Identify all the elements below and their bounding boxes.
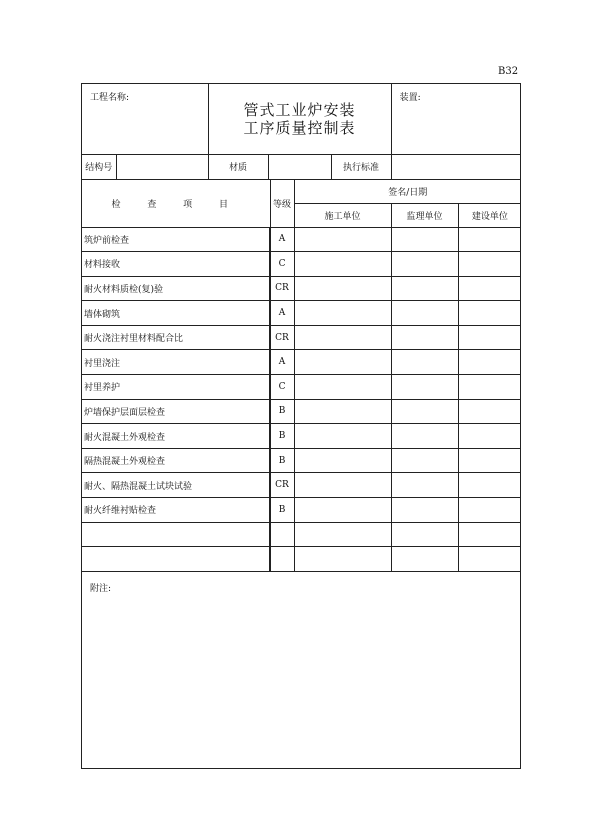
owner-sign-cell[interactable] xyxy=(458,375,521,400)
owner-sign-cell[interactable] xyxy=(458,301,521,326)
supervision-sign-cell[interactable] xyxy=(391,448,458,473)
sign-date-header: 签名/日期 xyxy=(294,179,521,203)
owner-sign-cell[interactable] xyxy=(458,498,521,523)
check-item: 衬里养护 xyxy=(82,375,269,400)
table-row xyxy=(82,522,521,547)
construction-sign-cell[interactable] xyxy=(294,547,391,572)
check-item: 筑炉前检查 xyxy=(82,227,269,252)
check-item: 炉墙保护层面层检查 xyxy=(82,399,269,424)
form-code: B32 xyxy=(498,66,519,77)
check-item: 衬里浇注 xyxy=(82,350,269,375)
construction-sign-cell[interactable] xyxy=(294,252,391,277)
owner-sign-cell[interactable] xyxy=(458,522,521,547)
supervision-sign-cell[interactable] xyxy=(391,547,458,572)
table-row xyxy=(82,350,521,375)
structure-no-value[interactable] xyxy=(116,154,208,179)
construction-sign-cell[interactable] xyxy=(294,375,391,400)
table-row xyxy=(82,473,521,498)
standard-label: 执行标准 xyxy=(331,154,391,179)
supervision-sign-cell[interactable] xyxy=(391,325,458,350)
grade-cell: B xyxy=(270,448,294,473)
owner-sign-cell[interactable] xyxy=(458,325,521,350)
form-title-line1: 管式工业炉安装 xyxy=(243,100,356,119)
grade-cell: C xyxy=(270,252,294,277)
check-item: 耐火材料质检(复)验 xyxy=(82,276,269,301)
check-item: 耐火、隔热混凝土试块试验 xyxy=(82,473,269,498)
construction-sign-cell[interactable] xyxy=(294,424,391,449)
owner-sign-cell[interactable] xyxy=(458,350,521,375)
table-row xyxy=(82,252,521,277)
owner-sign-cell[interactable] xyxy=(458,276,521,301)
grade-cell: A xyxy=(270,301,294,326)
construction-sign-cell[interactable] xyxy=(294,473,391,498)
grade-cell: B xyxy=(270,399,294,424)
owner-header: 建设单位 xyxy=(458,203,521,227)
project-name-label: 工程名称: xyxy=(90,93,130,103)
header-row xyxy=(82,84,521,154)
supervision-sign-cell[interactable] xyxy=(391,276,458,301)
owner-sign-cell[interactable] xyxy=(458,448,521,473)
owner-sign-cell[interactable] xyxy=(458,399,521,424)
grade-cell: B xyxy=(270,498,294,523)
device-label: 装置: xyxy=(399,93,421,103)
supervision-sign-cell[interactable] xyxy=(391,301,458,326)
construction-sign-cell[interactable] xyxy=(294,498,391,523)
standard-value[interactable] xyxy=(391,154,521,179)
material-label: 材质 xyxy=(208,154,268,179)
supervision-sign-cell[interactable] xyxy=(391,424,458,449)
grade-cell: CR xyxy=(270,473,294,498)
structure-no-label: 结构号 xyxy=(82,154,116,179)
construction-sign-cell[interactable] xyxy=(294,522,391,547)
check-item xyxy=(82,522,269,547)
check-item: 墙体砌筑 xyxy=(82,301,269,326)
check-item: 耐火纤维衬贴检查 xyxy=(82,498,269,523)
check-item: 材料接收 xyxy=(82,252,269,277)
project-name-cell[interactable] xyxy=(82,84,208,154)
grade-cell: C xyxy=(270,375,294,400)
check-item xyxy=(82,547,269,572)
construction-sign-cell[interactable] xyxy=(294,350,391,375)
grade-header: 等级 xyxy=(270,179,294,227)
notes-section[interactable] xyxy=(82,571,521,768)
table-row xyxy=(82,547,521,572)
grade-cell xyxy=(270,522,294,547)
form-title-line2: 工序质量控制表 xyxy=(243,118,356,137)
supervision-sign-cell[interactable] xyxy=(391,522,458,547)
items-header-label: 检 查 项 目 xyxy=(111,199,241,210)
construction-sign-cell[interactable] xyxy=(294,325,391,350)
construction-sign-cell[interactable] xyxy=(294,276,391,301)
construction-sign-cell[interactable] xyxy=(294,448,391,473)
grade-cell xyxy=(270,547,294,572)
info-row xyxy=(82,154,521,179)
quality-control-form xyxy=(81,83,521,769)
owner-sign-cell[interactable] xyxy=(458,473,521,498)
table-row xyxy=(82,325,521,350)
grade-cell: A xyxy=(270,227,294,252)
supervision-sign-cell[interactable] xyxy=(391,399,458,424)
table-row xyxy=(82,498,521,523)
material-value[interactable] xyxy=(268,154,331,179)
device-cell[interactable] xyxy=(391,84,521,154)
supervision-sign-cell[interactable] xyxy=(391,498,458,523)
grade-cell: CR xyxy=(270,325,294,350)
construction-sign-cell[interactable] xyxy=(294,301,391,326)
form-title xyxy=(208,84,391,154)
supervision-sign-cell[interactable] xyxy=(391,350,458,375)
supervision-sign-cell[interactable] xyxy=(391,227,458,252)
table-row xyxy=(82,399,521,424)
table-row xyxy=(82,276,521,301)
owner-sign-cell[interactable] xyxy=(458,424,521,449)
form-table xyxy=(82,84,521,572)
items-header xyxy=(82,179,270,227)
supervision-sign-cell[interactable] xyxy=(391,473,458,498)
construction-sign-cell[interactable] xyxy=(294,399,391,424)
table-row xyxy=(82,448,521,473)
table-row xyxy=(82,424,521,449)
notes-label: 附注: xyxy=(90,584,112,594)
grade-cell: B xyxy=(270,424,294,449)
owner-sign-cell[interactable] xyxy=(458,547,521,572)
owner-sign-cell[interactable] xyxy=(458,252,521,277)
table-row xyxy=(82,227,521,252)
grade-cell: A xyxy=(270,350,294,375)
table-row xyxy=(82,375,521,400)
grade-cell: CR xyxy=(270,276,294,301)
owner-sign-cell[interactable] xyxy=(458,227,521,252)
supervision-sign-cell[interactable] xyxy=(391,375,458,400)
construction-sign-cell[interactable] xyxy=(294,227,391,252)
supervision-sign-cell[interactable] xyxy=(391,252,458,277)
check-item: 隔热混凝土外观检查 xyxy=(82,448,269,473)
check-item: 耐火浇注衬里材料配合比 xyxy=(82,325,269,350)
supervision-header: 监理单位 xyxy=(391,203,458,227)
check-item: 耐火混凝土外观检查 xyxy=(82,424,269,449)
column-header-row-1 xyxy=(82,179,521,203)
construction-header: 施工单位 xyxy=(294,203,391,227)
table-row xyxy=(82,301,521,326)
